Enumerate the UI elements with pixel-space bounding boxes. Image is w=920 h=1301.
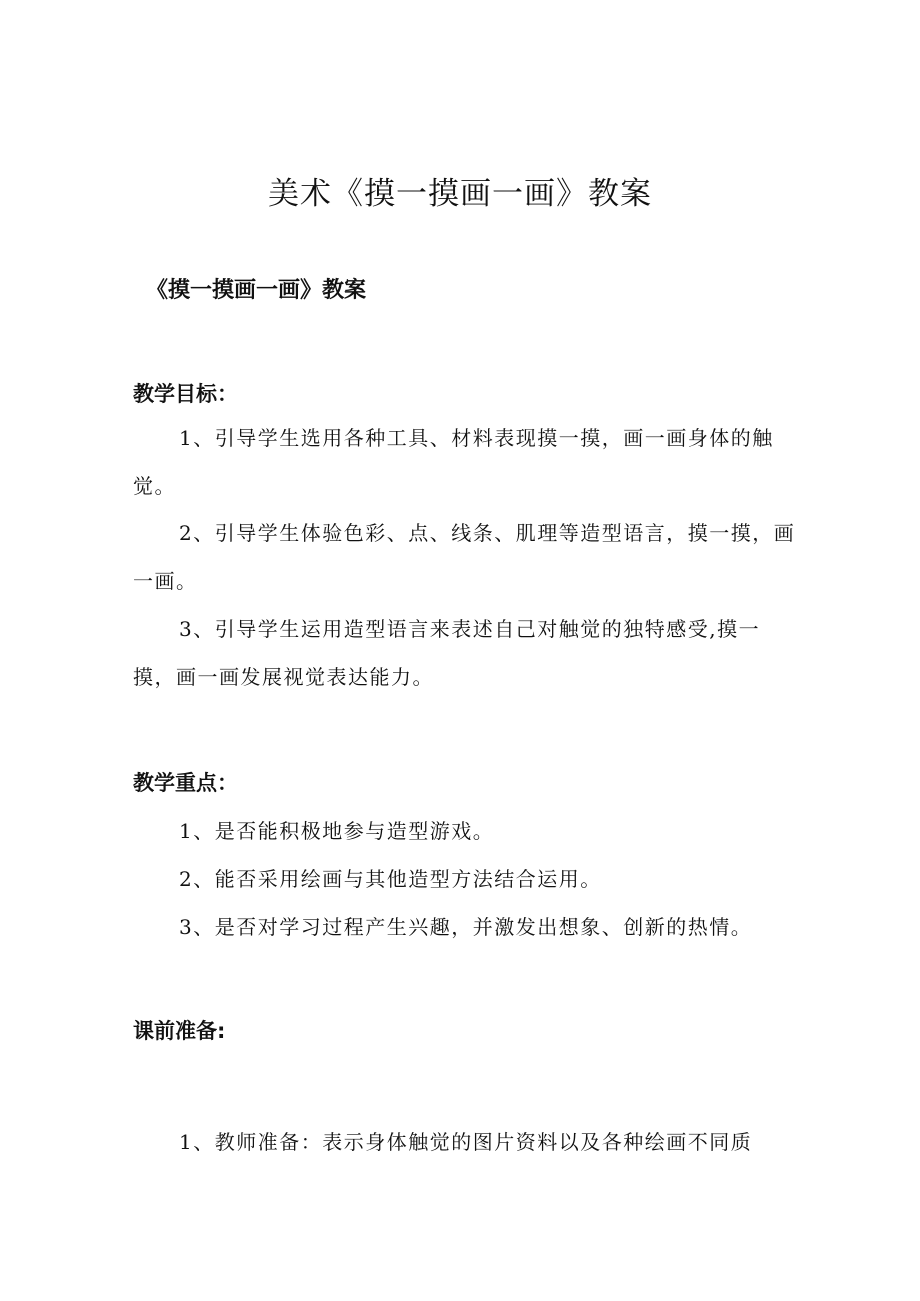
section-heading-key-points: 教学重点： [133,771,238,795]
document-subtitle: 《摸一摸画一画》教案 [146,278,367,303]
section-heading-preparation: 课前准备: [133,1019,226,1043]
objective-item: 3、引导学生运用造型语言来表述自己对触觉的独特感受,摸一摸，画一画发展视觉表达能力。 [133,617,761,689]
key-point-item: 3、是否对学习过程产生兴趣，并激发出想象、创新的热情。 [179,915,753,939]
objective-item: 1、引导学生选用各种工具、材料表现摸一摸，画一画身体的触觉。 [133,426,774,498]
preparation-item: 1、教师准备：表示身体触觉的图片资料以及各种绘画不同质 [179,1130,753,1154]
key-point-item: 2、能否采用绘画与其他造型方法结合运用。 [179,867,602,891]
document-title: 美术《摸一摸画一画》教案 [268,176,652,212]
key-point-item: 1、是否能积极地参与造型游戏。 [179,819,495,843]
section-heading-objectives: 教学目标： [133,382,238,406]
objective-item: 2、引导学生体验色彩、点、线条、肌理等造型语言，摸一摸，画一画。 [133,521,796,593]
